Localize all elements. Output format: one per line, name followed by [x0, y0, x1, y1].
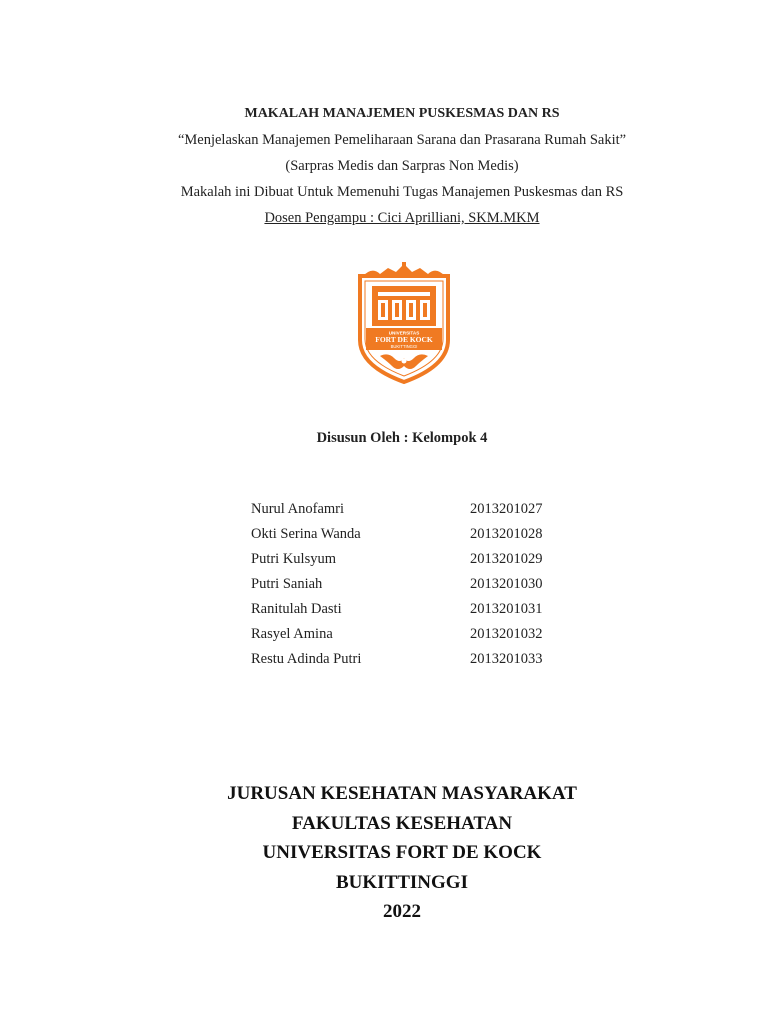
city-name: BUKITTINGGI: [336, 871, 468, 893]
member-nim: 2013201029: [470, 551, 543, 567]
member-name: Nurul Anofamri: [251, 501, 345, 517]
member-nim: 2013201031: [470, 601, 543, 617]
cover-header: [0, 101, 768, 231]
member-row: [251, 622, 591, 647]
member-name: Ranitulah Dasti: [251, 601, 342, 617]
institution-block: [0, 779, 768, 927]
logo-text-name: FORT DE KOCK: [375, 335, 433, 344]
logo-text-university: UNIVERSITAS: [388, 330, 420, 336]
member-name: Restu Adinda Putri: [251, 651, 362, 667]
paper-scope: (Sarpras Medis dan Sarpras Non Medis): [285, 158, 519, 174]
logo-text-city: BUKITTINGGI: [390, 344, 418, 349]
lecturer-line: Dosen Pengampu : Cici Aprilliani, SKM.MKM: [264, 210, 540, 226]
member-nim: 2013201028: [470, 526, 543, 542]
member-nim: 2013201027: [470, 501, 543, 517]
member-nim: 2013201032: [470, 626, 543, 642]
year: 2022: [383, 901, 421, 922]
paper-title: MAKALAH MANAJEMEN PUSKESMAS DAN RS: [244, 106, 560, 121]
university-name: UNIVERSITAS FORT DE KOCK: [262, 842, 542, 863]
member-row: [251, 597, 591, 622]
member-nim: 2013201030: [470, 576, 543, 592]
paper-subtitle: “Menjelaskan Manajemen Pemeliharaan Sarana dan Prasarana Rumah Sakit”: [177, 132, 627, 148]
department-name: JURUSAN KESEHATAN MASYARAKAT: [227, 783, 577, 804]
member-name: Putri Saniah: [251, 576, 323, 592]
member-row: [251, 647, 591, 672]
compiled-by-line: Disusun Oleh : Kelompok 4: [316, 430, 488, 446]
paper-purpose: Makalah ini Dibuat Untuk Memenuhi Tugas Manajemen Puskesmas dan RS: [180, 184, 624, 200]
member-row: [251, 547, 591, 572]
faculty-name: FAKULTAS KESEHATAN: [291, 812, 513, 834]
university-logo: [358, 262, 450, 384]
member-row: [251, 572, 591, 597]
member-nim: 2013201033: [470, 651, 543, 667]
member-list: [251, 497, 591, 672]
member-row: [251, 497, 591, 522]
member-name: Rasyel Amina: [251, 626, 333, 642]
member-row: [251, 522, 591, 547]
member-name: Okti Serina Wanda: [251, 526, 361, 542]
member-name: Putri Kulsyum: [251, 551, 336, 567]
